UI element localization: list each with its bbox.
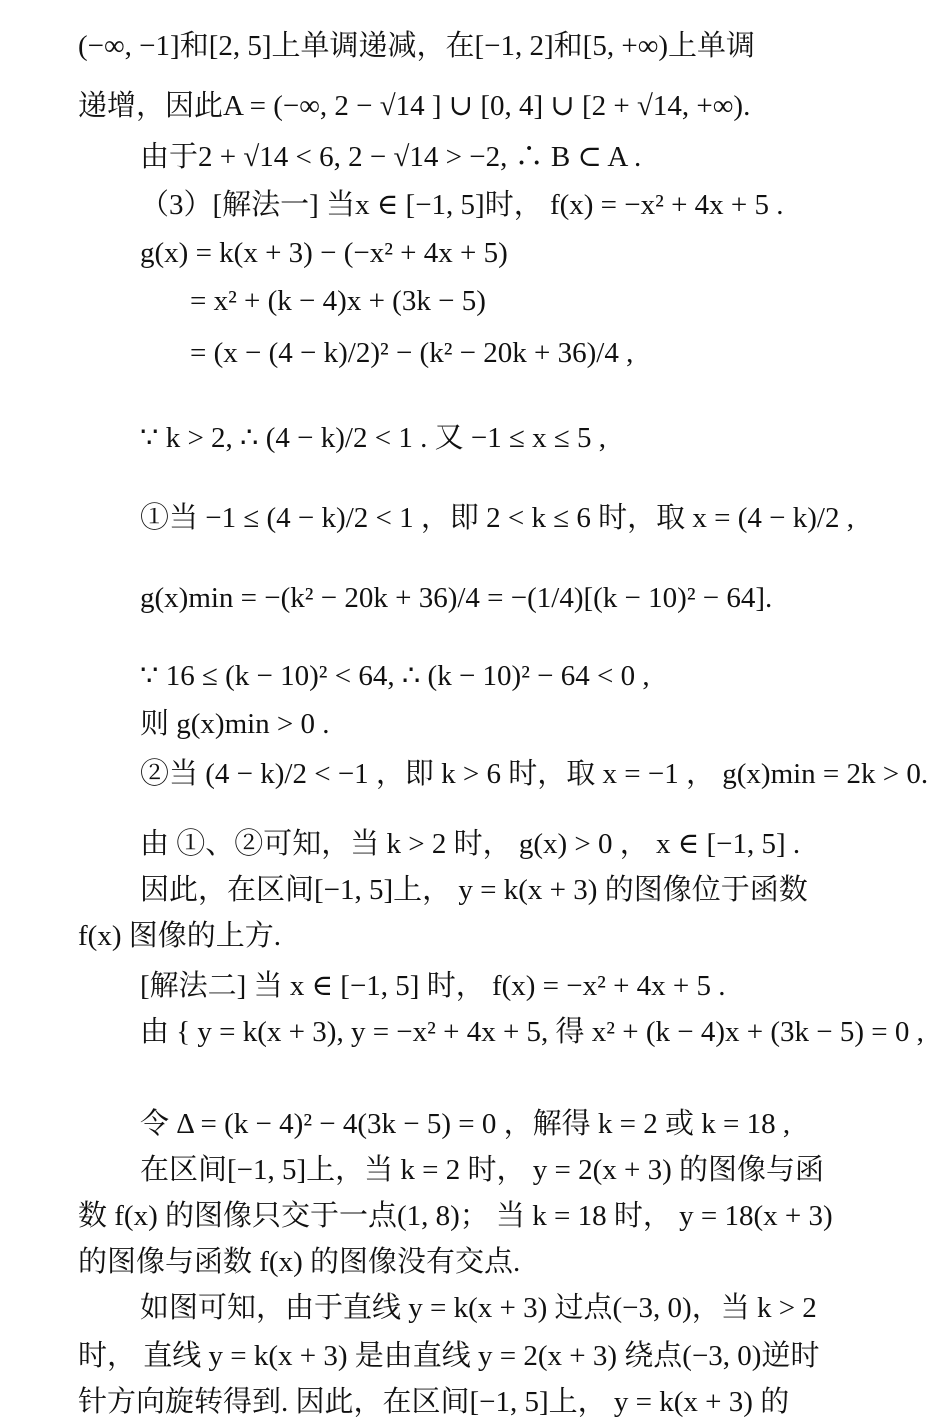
text-line-22: 的图像与函数 f(x) 的图像没有交点.: [78, 1246, 521, 1278]
text-line-07: = (x − (4 − k)/2)² − (k² − 20k + 36)/4 ,: [190, 337, 634, 369]
text-line-13: ②当 (4 − k)/2 < −1 ，即 k > 6 时，取 x = −1 ， g(x)min = 2k > 0.: [140, 758, 929, 790]
text-line-10: g(x)min = −(k² − 20k + 36)/4 = −(1/4)[(k − 10)² − 64].: [140, 582, 773, 614]
text-line-11: ∵ 16 ≤ (k − 10)² < 64, ∴ (k − 10)² − 64 < 0 ,: [140, 660, 650, 692]
text-line-08: ∵ k > 2, ∴ (4 − k)/2 < 1 . 又 −1 ≤ x ≤ 5 ,: [140, 422, 607, 454]
text-line-06: = x² + (k − 4)x + (3k − 5): [190, 285, 486, 317]
text-line-09: ①当 −1 ≤ (4 − k)/2 < 1 ，即 2 < k ≤ 6 时，取 x = (4 − k)/2 ,: [140, 502, 854, 534]
text-line-17: [解法二] 当 x ∈ [−1, 5] 时， f(x) = −x² + 4x + 5 .: [140, 970, 726, 1002]
text-line-16: f(x) 图像的上方.: [78, 920, 281, 952]
text-line-02: 递增，因此A = (−∞, 2 − √14 ] ∪ [0, 4] ∪ [2 + √14, +∞).: [78, 90, 751, 122]
text-line-05: g(x) = k(x + 3) − (−x² + 4x + 5): [140, 237, 508, 269]
text-line-18: 由 { y = k(x + 3), y = −x² + 4x + 5, 得 x² + (k − 4)x + (3k − 5) = 0 ,: [140, 1016, 924, 1048]
text-line-12: 则 g(x)min > 0 .: [140, 708, 330, 740]
text-line-03: 由于2 + √14 < 6, 2 − √14 > −2, ∴ B ⊂ A .: [140, 141, 642, 173]
text-line-23: 如图可知，由于直线 y = k(x + 3) 过点(−3, 0)，当 k > 2: [140, 1292, 817, 1324]
text-line-24: 时， 直线 y = k(x + 3) 是由直线 y = 2(x + 3) 绕点(−3, 0)逆时: [78, 1340, 820, 1372]
text-line-20: 在区间[−1, 5]上，当 k = 2 时， y = 2(x + 3) 的图像与函: [140, 1154, 825, 1186]
text-line-15: 因此，在区间[−1, 5]上， y = k(x + 3) 的图像位于函数: [140, 874, 808, 906]
text-line-25: 针方向旋转得到. 因此，在区间[−1, 5]上， y = k(x + 3) 的: [78, 1386, 790, 1418]
text-line-19: 令 Δ = (k − 4)² − 4(3k − 5) = 0 ，解得 k = 2 或 k = 18 ,: [140, 1108, 791, 1140]
text-line-04: （3）[解法一] 当x ∈ [−1, 5]时， f(x) = −x² + 4x + 5 .: [140, 189, 784, 221]
text-line-14: 由 ①、②可知，当 k > 2 时， g(x) > 0 ， x ∈ [−1, 5] .: [140, 828, 801, 860]
text-line-01: (−∞, −1]和[2, 5]上单调递减，在[−1, 2]和[5, +∞)上单调: [78, 30, 756, 62]
text-line-21: 数 f(x) 的图像只交于一点(1, 8)； 当 k = 18 时， y = 18(x + 3): [78, 1200, 833, 1232]
